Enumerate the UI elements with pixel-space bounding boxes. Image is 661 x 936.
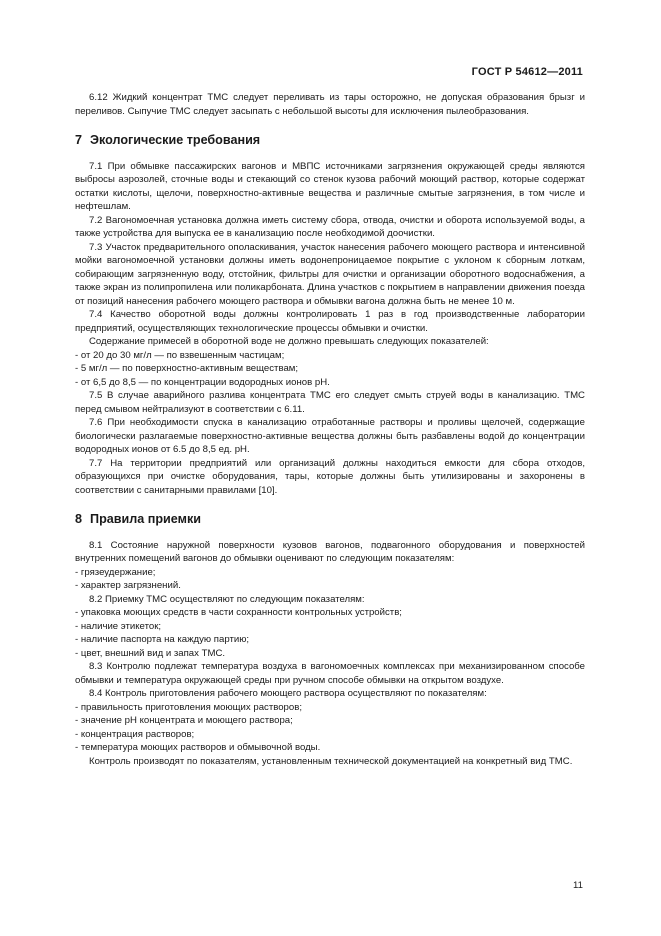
list-item: - наличие паспорта на каждую партию; bbox=[75, 634, 250, 645]
paragraph-7-6: 7.6 При необходимости спуска в канализацию отработанные растворы и проливы щелочей, содержащие биологически разлагаемые поверхностно-активные вещества должны быть разбавлены водой до концентрации водородных ионов от 6.5 до 8,5 ед. рН. bbox=[75, 417, 585, 455]
section-7-title: Экологические требования bbox=[90, 133, 261, 147]
list-item: - правильность приготовления моющих растворов; bbox=[75, 701, 302, 713]
paragraph-7-4: 7.4 Качество оборотной воды должны контролировать 1 раз в год производственные лаборатории предприятий, осуществляющих технологические процессы обмывки и очистки. bbox=[75, 309, 585, 334]
paragraph-7-7: 7.7 На территории предприятий или организаций должны находиться емкости для сбора отходов, образующихся при очистке оборудования, тары, которые должны быть утилизированы и захоронены в соответствии с санитарными правилами [10]. bbox=[75, 457, 585, 496]
paragraph-8-4-final: Контроль производят по показателям, установленным технической документацией на конкретный вид ТМС. bbox=[89, 755, 573, 767]
section-8-number: 8 bbox=[75, 512, 83, 526]
list-item: - цвет, внешний вид и запах ТМС. bbox=[75, 647, 226, 659]
section-8-heading bbox=[75, 513, 585, 527]
paragraph-7-3: 7.3 Участок предварительного ополаскивания, участок нанесения рабочего моющего раствора и интенсивной мойки вагономоечной установки должны иметь водонепроницаемое покрытие с уклоном к сборным лоткам, собирающим загрязненную воду, отстойник, фильтры для очистки и организации оборотного водоснабжения, а также экран из полипропилена или поликарбоната. Длина участков с покрытием в направлении движения поезда от позиций нанесения рабочего моющего раствора и обмывки вагона должна быть не менее 10 м. bbox=[75, 241, 585, 307]
list-item: - значение рН концентрата и моющего раствора; bbox=[75, 715, 293, 726]
section-7-heading bbox=[75, 134, 585, 148]
list-item: - упаковка моющих средств в части сохранности контрольных устройств; bbox=[75, 607, 402, 618]
paragraph-7-4-contents: Содержание примесей в оборотной воде не должно превышать следующих показателей: bbox=[89, 336, 489, 347]
paragraph-8-3: 8.3 Контролю подлежат температура воздуха в вагономоечных комплексах при механизированном способе обмывки и температура окружающей среды при ручном способе обмывки на открытом воздухе. bbox=[75, 661, 585, 686]
paragraph-7-5: 7.5 В случае аварийного разлива концентрата ТМС его следует смыть струей воды в канализацию. ТМС перед смывом нейтрализуют в соответствии с 6.11. bbox=[75, 390, 585, 415]
list-item: - наличие этикеток; bbox=[75, 620, 162, 632]
page-number: 11 bbox=[573, 880, 583, 891]
list-item: - от 20 до 30 мг/л — по взвешенным частицам; bbox=[75, 349, 285, 361]
list-item: - грязеудержание; bbox=[75, 566, 156, 578]
document-id-header: ГОСТ Р 54612—2011 bbox=[471, 66, 583, 78]
section-8-title: Правила приемки bbox=[90, 512, 201, 526]
paragraph-6-12: 6.12 Жидкий концентрат ТМС следует переливать из тары осторожно, не допуская образования брызг и переливов. Сыпучие ТМС следует засыпать с небольшой высоты для исключения пылеобразования. bbox=[75, 92, 585, 117]
section-7-number: 7 bbox=[75, 133, 83, 147]
paragraph-8-4: 8.4 Контроль приготовления рабочего моющего раствора осуществляют по показателям: bbox=[89, 688, 487, 699]
document-body bbox=[75, 91, 585, 768]
paragraph-7-1: 7.1 При обмывке пассажирских вагонов и МВПС источниками загрязнения окружающей среды являются выбросы аэрозолей, сточные воды и стекающий со стенок кузова рабочий моющий раствор, которые содержат остатки кислоты, щелочи, поверхностно-активные вещества и различные смытые загрязнения, в том числе и нефтешлам. bbox=[75, 160, 585, 212]
paragraph-8-2: 8.2 Приемку ТМС осуществляют по следующим показателям: bbox=[89, 593, 365, 605]
paragraph-8-1: 8.1 Состояние наружной поверхности кузовов вагонов, подвагонного оборудования и поверхностей внутренних помещений вагонов до обмывки оценивают по следующим показателям: bbox=[75, 539, 585, 564]
list-item: - характер загрязнений. bbox=[75, 580, 181, 591]
paragraph-7-2: 7.2 Вагономоечная установка должна иметь систему сбора, отвода, очистки и оборота используемой воды, а также устройства для выпуска ее в канализацию после необходимой доочистки. bbox=[75, 214, 585, 239]
list-item: - 5 мг/л — по поверхностно-активным веществам; bbox=[75, 363, 299, 374]
list-item: - от 6,5 до 8,5 — по концентрации водородных ионов рН. bbox=[75, 376, 330, 388]
list-item: - температура моющих растворов и обмывочной воды. bbox=[75, 742, 321, 753]
list-item: - концентрация растворов; bbox=[75, 728, 195, 740]
